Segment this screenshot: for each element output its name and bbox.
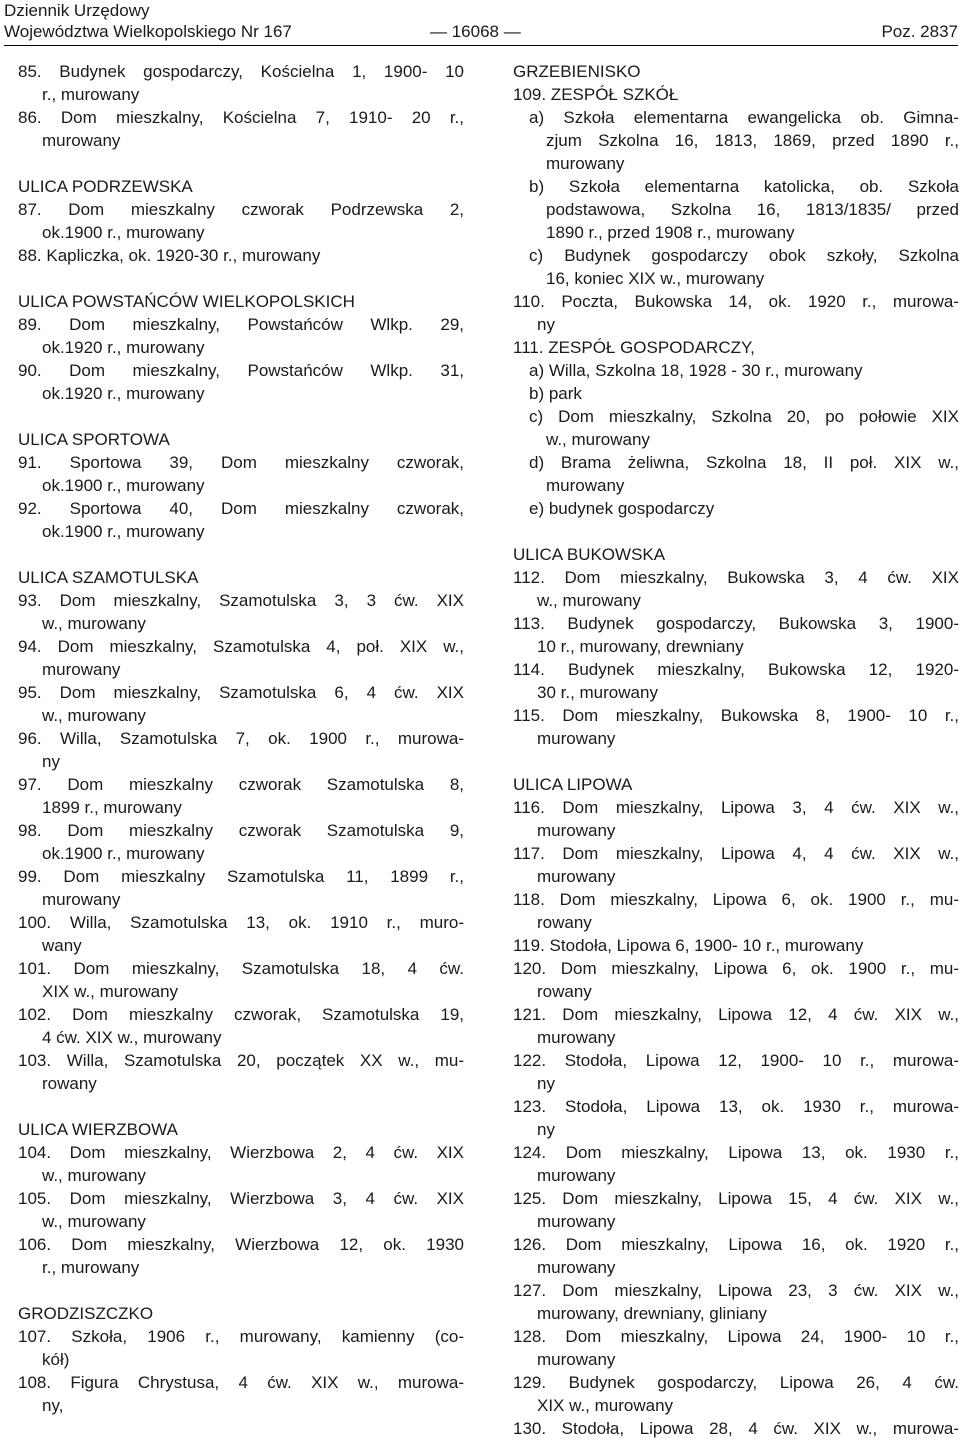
text-line: ok.1900 r., murowany: [42, 844, 205, 863]
text-line: 111. ZESPÓŁ GOSPODARCZY,: [513, 338, 755, 357]
journal-issue: Województwa Wielkopolskiego Nr 167: [4, 22, 292, 41]
text-line: ny: [537, 315, 555, 334]
spacer: [513, 750, 959, 773]
text-line: 109. ZESPÓŁ SZKÓŁ: [513, 85, 679, 104]
text-line: a) Willa, Szkolna 18, 1928 - 30 r., murowany: [529, 361, 863, 380]
text-line: murowany: [537, 1028, 616, 1047]
text-line: ok.1920 r., murowany: [42, 384, 205, 403]
text-line: 1890 r., przed 1908 r., murowany: [546, 223, 795, 242]
text-line: murowany: [537, 1166, 616, 1185]
text-line: murowany: [537, 1212, 616, 1231]
right-column: [513, 60, 959, 1440]
text-line: w., murowany: [42, 1166, 146, 1185]
spacer: [18, 267, 464, 290]
text-line: 122. Stodoła, Lipowa 12, 1900- 10 r., murowa-: [513, 1051, 959, 1070]
text-line: ok.1900 r., murowany: [42, 476, 205, 495]
text-line: 125. Dom mieszkalny, Lipowa 15, 4 ćw. XIX w.,: [513, 1189, 959, 1208]
text-line: murowany: [537, 1258, 616, 1277]
text-line: b) Szkoła elementarna katolicka, ob. Szkoła: [529, 177, 959, 196]
text-line: 4 ćw. XIX w., murowany: [42, 1028, 222, 1047]
text-line: 126. Dom mieszkalny, Lipowa 16, ok. 1920 r.,: [513, 1235, 959, 1254]
text-line: 99. Dom mieszkalny Szamotulska 11, 1899 r.,: [18, 867, 464, 886]
text-line: 94. Dom mieszkalny, Szamotulska 4, poł. XIX w.,: [18, 637, 464, 656]
journal-title: Dziennik Urzędowy: [4, 1, 150, 20]
text-line: c) Dom mieszkalny, Szkolna 20, po połowie XIX: [529, 407, 959, 426]
text-line: 120. Dom mieszkalny, Lipowa 6, ok. 1900 r., mu-: [513, 959, 959, 978]
text-line: r., murowany: [42, 1258, 140, 1277]
text-line: 124. Dom mieszkalny, Lipowa 13, ok. 1930 r.,: [513, 1143, 959, 1162]
page-header: [4, 0, 958, 46]
text-line: 85. Budynek gospodarczy, Kościelna 1, 1900- 10: [18, 62, 464, 81]
text-line: murowany: [42, 660, 121, 679]
text-line: murowany: [537, 1350, 616, 1369]
header-rule: [4, 45, 958, 46]
text-line: 102. Dom mieszkalny czworak, Szamotulska 19,: [18, 1005, 464, 1024]
spacer: [18, 543, 464, 566]
text-line: ULICA BUKOWSKA: [513, 545, 666, 564]
text-line: murowany: [546, 476, 625, 495]
text-line: 10 r., murowany, drewniany: [537, 637, 744, 656]
text-line: 123. Stodoła, Lipowa 13, ok. 1930 r., murowa-: [513, 1097, 959, 1116]
text-line: 113. Budynek gospodarczy, Bukowska 3, 1900-: [513, 614, 959, 633]
text-line: 112. Dom mieszkalny, Bukowska 3, 4 ćw. XIX: [513, 568, 959, 587]
text-line: 86. Dom mieszkalny, Kościelna 7, 1910- 20 r.,: [18, 108, 464, 127]
text-line: 110. Poczta, Bukowska 14, ok. 1920 r., murowa-: [513, 292, 959, 311]
spacer: [18, 405, 464, 428]
text-line: d) Brama żeliwna, Szkolna 18, II poł. XIX w.,: [529, 453, 959, 472]
text-line: 107. Szkoła, 1906 r., murowany, kamienny (co-: [18, 1327, 464, 1346]
text-line: ULICA POWSTAŃCÓW WIELKOPOLSKICH: [18, 292, 355, 311]
text-line: w., murowany: [42, 706, 146, 725]
text-line: 91. Sportowa 39, Dom mieszkalny czworak,: [18, 453, 464, 472]
text-line: ULICA WIERZBOWA: [18, 1120, 178, 1139]
text-line: murowany: [42, 131, 121, 150]
text-line: 89. Dom mieszkalny, Powstańców Wlkp. 29,: [18, 315, 464, 334]
text-line: 97. Dom mieszkalny czworak Szamotulska 8,: [18, 775, 464, 794]
text-line: b) park: [529, 384, 582, 403]
text-line: 129. Budynek gospodarczy, Lipowa 26, 4 ćw.: [513, 1373, 959, 1392]
text-line: 128. Dom mieszkalny, Lipowa 24, 1900- 10 r.,: [513, 1327, 959, 1346]
text-line: ny: [537, 1074, 555, 1093]
text-line: podstawowa, Szkolna 16, 1813/1835/ przed: [546, 200, 959, 219]
text-line: murowany: [546, 154, 625, 173]
text-line: ny: [537, 1120, 555, 1139]
text-line: rowany: [42, 1074, 97, 1093]
text-line: rowany: [537, 913, 592, 932]
spacer: [513, 520, 959, 543]
text-line: murowany: [42, 890, 121, 909]
text-line: 98. Dom mieszkalny czworak Szamotulska 9,: [18, 821, 464, 840]
text-line: 90. Dom mieszkalny, Powstańców Wlkp. 31,: [18, 361, 464, 380]
text-line: w., murowany: [42, 1212, 146, 1231]
text-line: 87. Dom mieszkalny czworak Podrzewska 2,: [18, 200, 464, 219]
text-line: 127. Dom mieszkalny, Lipowa 23, 3 ćw. XIX w.,: [513, 1281, 959, 1300]
text-line: 101. Dom mieszkalny, Szamotulska 18, 4 ćw.: [18, 959, 464, 978]
text-line: ULICA LIPOWA: [513, 775, 633, 794]
text-line: ULICA SZAMOTULSKA: [18, 568, 199, 587]
text-line: 116. Dom mieszkalny, Lipowa 3, 4 ćw. XIX w.,: [513, 798, 959, 817]
text-line: 114. Budynek mieszkalny, Bukowska 12, 1920-: [513, 660, 959, 679]
left-column: [18, 60, 464, 1417]
text-line: 93. Dom mieszkalny, Szamotulska 3, 3 ćw. XIX: [18, 591, 464, 610]
text-line: ok.1920 r., murowany: [42, 338, 205, 357]
text-line: zjum Szkolna 16, 1813, 1869, przed 1890 r.,: [546, 131, 959, 150]
spacer: [18, 1279, 464, 1302]
text-line: 115. Dom mieszkalny, Bukowska 8, 1900- 10 r.,: [513, 706, 959, 725]
text-line: ULICA SPORTOWA: [18, 430, 170, 449]
spacer: [18, 152, 464, 175]
text-line: 100. Willa, Szamotulska 13, ok. 1910 r., muro-: [18, 913, 464, 932]
text-line: rowany: [537, 982, 592, 1001]
text-line: murowany: [537, 729, 616, 748]
text-line: 104. Dom mieszkalny, Wierzbowa 2, 4 ćw. XIX: [18, 1143, 464, 1162]
text-line: 117. Dom mieszkalny, Lipowa 4, 4 ćw. XIX w.,: [513, 844, 959, 863]
text-line: 105. Dom mieszkalny, Wierzbowa 3, 4 ćw. XIX: [18, 1189, 464, 1208]
text-line: murowany, drewniany, gliniany: [537, 1304, 767, 1323]
text-line: a) Szkoła elementarna ewangelicka ob. Gimna-: [529, 108, 959, 127]
text-line: XIX w., murowany: [42, 982, 179, 1001]
text-line: GRZEBIENISKO: [513, 62, 641, 81]
text-line: 119. Stodoła, Lipowa 6, 1900- 10 r., murowany: [513, 936, 864, 955]
text-line: 121. Dom mieszkalny, Lipowa 12, 4 ćw. XIX w.,: [513, 1005, 959, 1024]
text-line: 92. Sportowa 40, Dom mieszkalny czworak,: [18, 499, 464, 518]
text-line: ok.1900 r., murowany: [42, 223, 205, 242]
text-line: w., murowany: [546, 430, 650, 449]
text-line: w., murowany: [537, 591, 641, 610]
text-line: 130. Stodoła, Lipowa 28, 4 ćw. XIX w., murowa-: [513, 1419, 959, 1438]
text-line: 30 r., murowany: [537, 683, 658, 702]
text-line: kół): [42, 1350, 70, 1369]
page-number: — 16068 —: [430, 22, 521, 41]
text-line: 88. Kapliczka, ok. 1920-30 r., murowany: [18, 246, 321, 265]
text-line: w., murowany: [42, 614, 146, 633]
text-line: murowany: [537, 821, 616, 840]
text-line: 95. Dom mieszkalny, Szamotulska 6, 4 ćw. XIX: [18, 683, 464, 702]
text-line: c) Budynek gospodarczy obok szkoły, Szkolna: [529, 246, 959, 265]
text-line: 108. Figura Chrystusa, 4 ćw. XIX w., murowa-: [18, 1373, 464, 1392]
text-line: 103. Willa, Szamotulska 20, początek XX w., mu-: [18, 1051, 464, 1070]
text-line: ny: [42, 752, 60, 771]
text-line: ULICA PODRZEWSKA: [18, 177, 193, 196]
text-line: 1899 r., murowany: [42, 798, 182, 817]
text-line: 118. Dom mieszkalny, Lipowa 6, ok. 1900 r., mu-: [513, 890, 959, 909]
text-line: r., murowany: [42, 85, 140, 104]
spacer: [18, 1095, 464, 1118]
text-line: 96. Willa, Szamotulska 7, ok. 1900 r., murowa-: [18, 729, 464, 748]
text-line: e) budynek gospodarczy: [529, 499, 715, 518]
position-number: Poz. 2837: [881, 22, 958, 41]
text-line: GRODZISZCZKO: [18, 1304, 154, 1323]
text-line: XIX w., murowany: [537, 1396, 674, 1415]
text-line: 16, koniec XIX w., murowany: [546, 269, 765, 288]
text-line: ny,: [42, 1396, 64, 1415]
text-line: wany: [42, 936, 82, 955]
text-line: ok.1900 r., murowany: [42, 522, 205, 541]
text-line: murowany: [537, 867, 616, 886]
text-line: 106. Dom mieszkalny, Wierzbowa 12, ok. 1930: [18, 1235, 464, 1254]
